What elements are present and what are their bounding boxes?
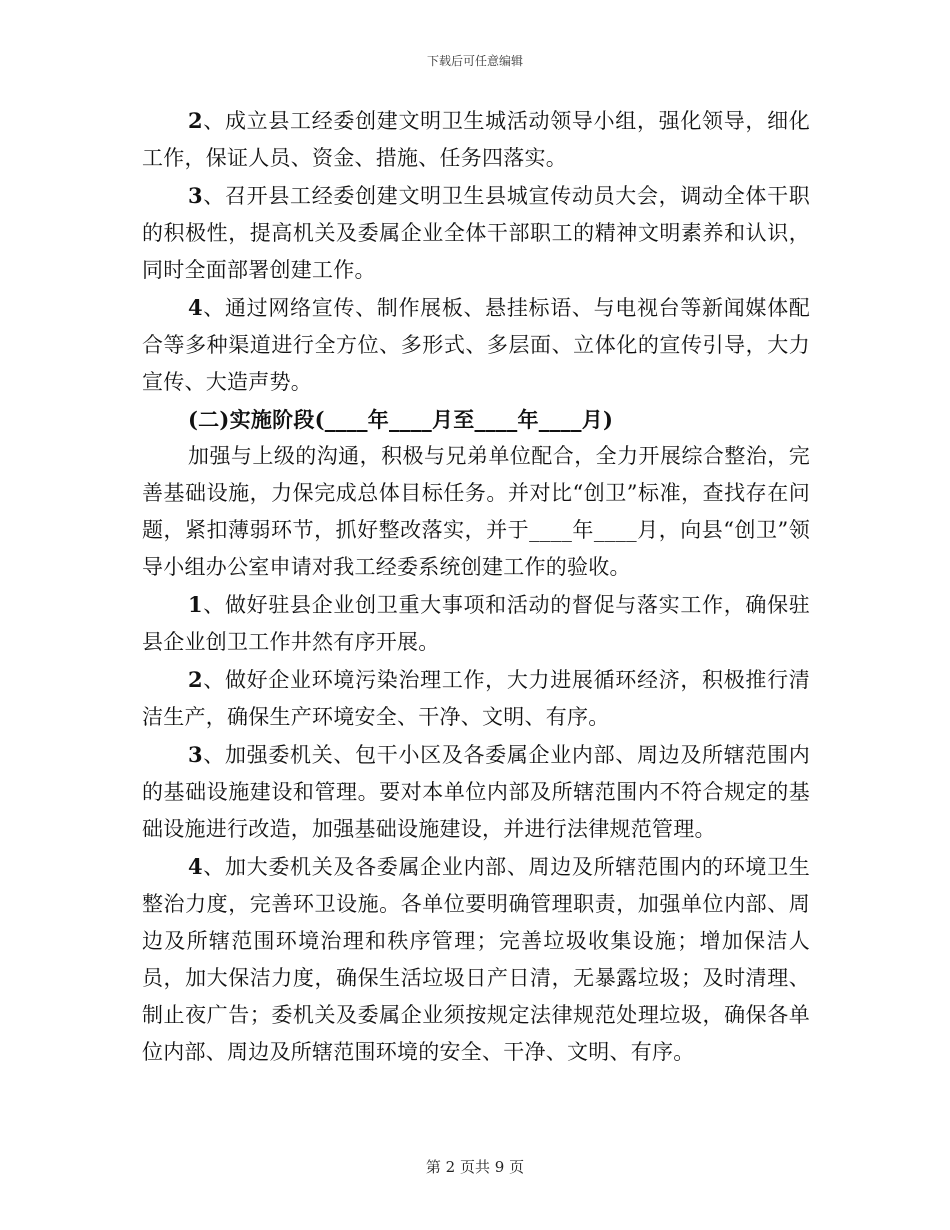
item-number: 1 [188,592,203,617]
paragraph-item-1 [142,586,810,661]
paragraph-text: 、加大委机关及各委属企业内部、周边及所辖范围内的环境卫生整治力度，完善环卫设施。各单位要明确管理职责，加强单位内部、周边及所辖范围环境治理和秩序管理；完善垃圾收集设施；增加保洁人员，加大保洁力度，确保生活垃圾日产日清，无暴露垃圾；及时清理、制止夜广告；委机关及委属企业须按规定法律规范处理垃圾，确保各单位内部、周边及所辖范围环境的安全、干净、文明、有序。 [142,855,810,1064]
item-number: 2 [188,667,203,692]
paragraph-4 [142,289,810,401]
paragraph-3 [142,177,810,289]
item-number: 2 [188,108,203,133]
paragraph-item-2 [142,661,810,736]
paragraph-intro: 加强与上级的沟通，积极与兄弟单位配合，全力开展综合整治，完善基础设施，力保完成总体目标任务。并对比“创卫”标准，查找存在问题，紧扣薄弱环节，抓好整改落实，并于____年____月，向县“创卫”领导小组办公室申请对我工经委系统创建工作的验收。 [142,444,810,579]
paragraph-text: 、做好企业环境污染治理工作，大力进展循环经济，积极推行清洁生产，确保生产环境安全、干净、文明、有序。 [142,668,810,729]
item-number: 3 [188,183,203,208]
section-heading: (二)实施阶段(____年____月至____年____月) [188,407,614,432]
page-footer: 第 2 页共 9 页 [425,1158,525,1176]
document-body [142,102,810,1071]
paragraph-2 [142,102,810,177]
paragraph-item-3 [142,736,810,848]
paragraph-text: 、加强委机关、包干小区及各委属企业内部、周边及所辖范围内的基础设施建设和管理。要对本单位内部及所辖范围内不符合规定的基础设施进行改造，加强基础设施建设，并进行法律规范管理。 [142,743,810,841]
paragraph-text: 、成立县工经委创建文明卫生城活动领导小组，强化领导，细化工作，保证人员、资金、措施、任务四落实。 [142,109,810,170]
page-header: 下载后可任意编辑 [426,54,523,68]
item-number: 4 [188,295,203,320]
paragraph-text: 、做好驻县企业创卫重大事项和活动的督促与落实工作，确保驻县企业创卫工作井然有序开展。 [142,593,810,654]
item-number: 3 [188,742,203,767]
paragraph-text: 、通过网络宣传、制作展板、悬挂标语、与电视台等新闻媒体配合等多种渠道进行全方位、多形式、多层面、立体化的宣传引导，大力宣传、大造声势。 [142,296,810,394]
paragraph-text: 、召开县工经委创建文明卫生县城宣传动员大会，调动全体干职的积极性，提高机关及委属企业全体干部职工的精神文明素养和认识，同时全面部署创建工作。 [142,184,810,282]
paragraph-item-4 [142,848,810,1071]
item-number: 4 [188,854,203,879]
